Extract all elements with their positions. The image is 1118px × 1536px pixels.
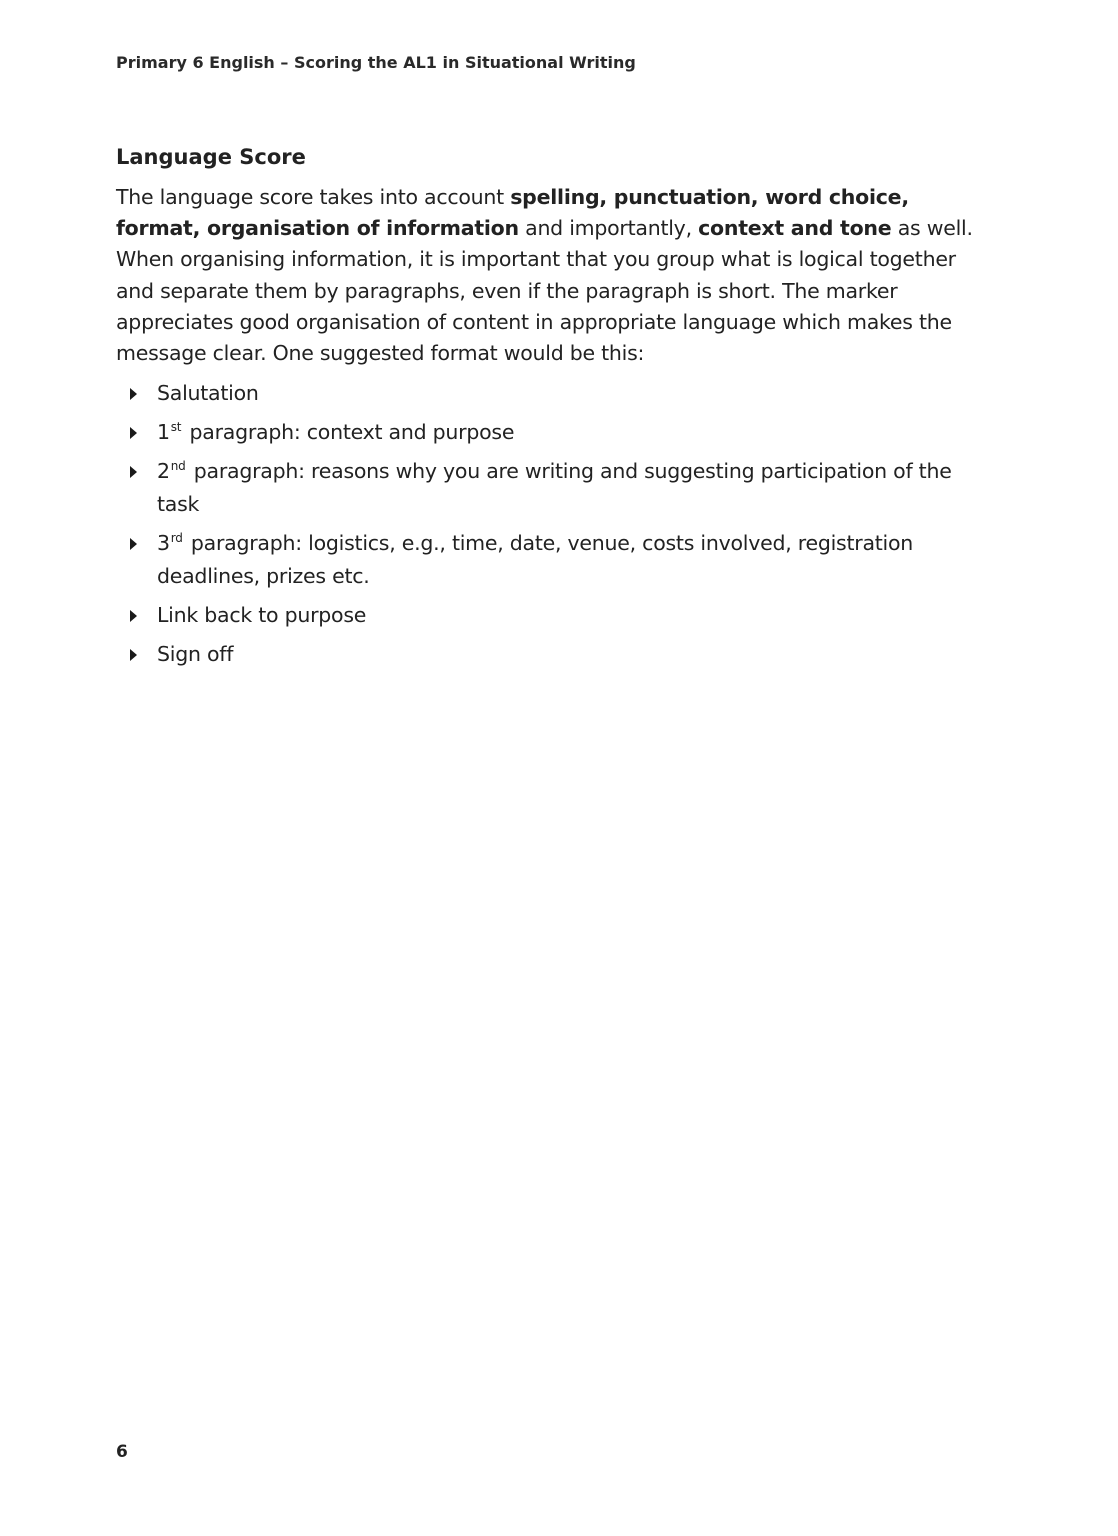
triangle-bullet-icon [130, 388, 137, 400]
list-item-text: Salutation [157, 381, 259, 406]
triangle-bullet-icon [130, 649, 137, 661]
list-item-ordinal: 1 [157, 420, 170, 445]
triangle-bullet-icon [130, 427, 137, 439]
list-item [116, 455, 996, 521]
paragraph-emphasis: context and tone [698, 216, 892, 241]
list-item [116, 527, 996, 593]
language-score-paragraph [116, 182, 996, 369]
list-item-text: Link back to purpose [157, 603, 367, 628]
ordinal-suffix: nd [170, 459, 186, 474]
paragraph-emphasis: spelling, punctuation, word choice, format, organisation of information [116, 185, 909, 241]
ordinal-suffix: rd [170, 531, 183, 546]
list-item-ordinal: 2 [157, 459, 170, 484]
triangle-bullet-icon [130, 610, 137, 622]
paragraph-text: and importantly, [518, 216, 699, 241]
list-item [116, 416, 996, 449]
format-list [116, 377, 996, 671]
list-item-text: Sign off [157, 642, 234, 667]
list-item-ordinal: 3 [157, 531, 170, 556]
page-number: 6 [116, 1442, 128, 1462]
list-item [116, 599, 996, 632]
section-heading: Language Score [116, 145, 306, 169]
list-item-text: paragraph: reasons why you are writing and suggesting participation of the task [157, 459, 952, 517]
paragraph-text: The language score takes into account [116, 185, 511, 209]
list-item [116, 377, 996, 410]
ordinal-suffix: st [170, 420, 182, 435]
triangle-bullet-icon [130, 466, 137, 478]
triangle-bullet-icon [130, 538, 137, 550]
running-header: Primary 6 English – Scoring the AL1 in Situational Writing [116, 53, 636, 72]
list-item-text: paragraph: context and purpose [183, 420, 515, 445]
page-content [116, 142, 996, 677]
list-item [116, 638, 996, 671]
list-item-text: paragraph: logistics, e.g., time, date, venue, costs involved, registration deadlines, prizes etc. [157, 531, 914, 589]
paragraph-text: as well. When organising information, it is important that you group what is logical together and separate them by paragraphs, even if the paragraph is short. The marker appreciates good organisation of content in appropriate language which makes the message clear. One suggested format would be this: [116, 216, 973, 366]
